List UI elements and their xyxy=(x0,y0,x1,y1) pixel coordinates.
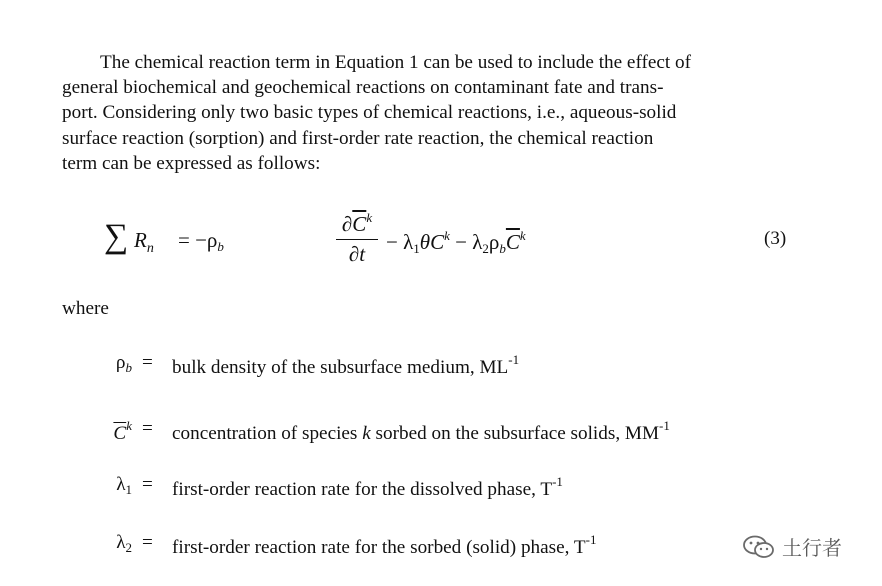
equals-sign: = xyxy=(142,474,153,495)
equation-lhs: $R_n$ xyxy=(134,228,154,257)
definition-text: first-order reaction rate for the dissolved phase, $T^{-1}$ xyxy=(172,474,563,500)
equals-sign: = xyxy=(142,418,153,439)
equation-rhs-start: = $-\rho_b$ xyxy=(178,228,224,254)
paragraph-line: The chemical reaction term in Equation 1 can be used to include the effect of xyxy=(100,52,692,73)
paragraph-line: term can be expressed as follows: xyxy=(62,152,321,174)
paragraph-line: port. Considering only two basic types of chemical reactions, i.e., aqueous-solid xyxy=(62,102,677,124)
equals-sign: = xyxy=(142,532,153,553)
paragraph-line: general biochemical and geochemical reactions on contaminant fate and trans- xyxy=(62,77,664,99)
watermark-text: 土行者 xyxy=(782,536,842,560)
paragraph-line: surface reaction (sorption) and first-order rate reaction, the chemical reaction xyxy=(62,127,654,149)
definition-symbol: $\rho_b$ xyxy=(115,352,132,375)
definition-lambda-1 xyxy=(90,474,810,502)
wechat-icon xyxy=(742,535,776,559)
definition-text: concentration of species k sorbed on the subsurface solids, $MM^{-1}$ xyxy=(172,418,670,444)
definition-symbol: $\lambda_2$ xyxy=(116,532,132,555)
definition-rho-b xyxy=(90,352,810,380)
definition-symbol: $\overline{C}^k$ xyxy=(113,418,132,444)
definition-text: first-order reaction rate for the sorbed (solid) phase, $T^{-1}$ xyxy=(172,532,597,558)
definition-c-bar-k xyxy=(90,418,810,446)
definition-symbol: $\lambda_1$ xyxy=(116,474,132,497)
equation-3 xyxy=(104,206,804,276)
definition-lambda-2 xyxy=(90,532,810,560)
equation-number: (3) xyxy=(764,228,787,249)
definition-text: bulk density of the subsurface medium, $ML^{-1}$ xyxy=(172,352,520,378)
watermark xyxy=(742,532,842,561)
intro-paragraph xyxy=(62,50,807,176)
equals-sign: = xyxy=(142,352,153,373)
where-label: where xyxy=(62,298,109,319)
summation-symbol: ∑ xyxy=(104,218,129,255)
equation-tail: − $\lambda_1\theta C^k - \lambda_2\rho_b\overline{C}^k$ xyxy=(386,228,526,256)
equation-fraction: $\frac{\partial\overline{C}^k}{\partial t}$ xyxy=(336,210,378,267)
